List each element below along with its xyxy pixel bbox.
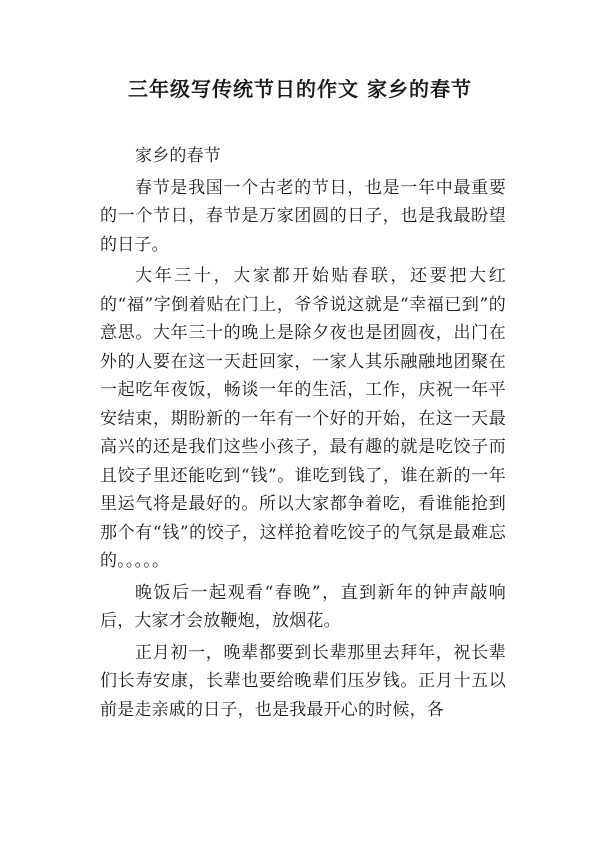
body-paragraph: 晚饭后一起观看“春晚”，直到新年的钟声敲响后，大家才会放鞭炮，放烟花。 — [100, 582, 506, 631]
document-body — [100, 142, 506, 727]
body-paragraph: 正月初一，晚辈都要到长辈那里去拜年，祝长辈们长寿安康，长辈也要给晚辈们压岁钱。正月十五以前是走亲戚的日子，也是我最开心的时候，各 — [100, 642, 506, 720]
body-paragraph: 大年三十，大家都开始贴春联，还要把大红的“福”字倒着贴在门上，爷爷说这就是“幸福已到”的意思。大年三十的晚上是除夕夜也是团圆夜，出门在外的人要在这一天赶回家，一家人其乐融融地团聚在一起吃年夜饭，畅谈一年的生活，工作，庆祝一年平安结束，期盼新的一年有一个好的开始，在这一天最高兴的还是我们这些小孩子，最有趣的就是吃饺子而且饺子里还能吃到“钱”。谁吃到钱了，谁在新的一年里运气将是最好的。所以大家都争着吃，看谁能抢到那个有“钱”的饺子，这样抢着吃饺子的气氛是最难忘的。。。。。 — [100, 266, 506, 571]
body-paragraph: 春节是我国一个古老的节日，也是一年中最重要的一个节日，春节是万家团圆的日子，也是我最盼望的日子。 — [100, 177, 506, 255]
document-title: 三年级写传统节日的作文 家乡的春节 — [128, 77, 472, 101]
subtitle-paragraph: 家乡的春节 — [135, 146, 221, 166]
